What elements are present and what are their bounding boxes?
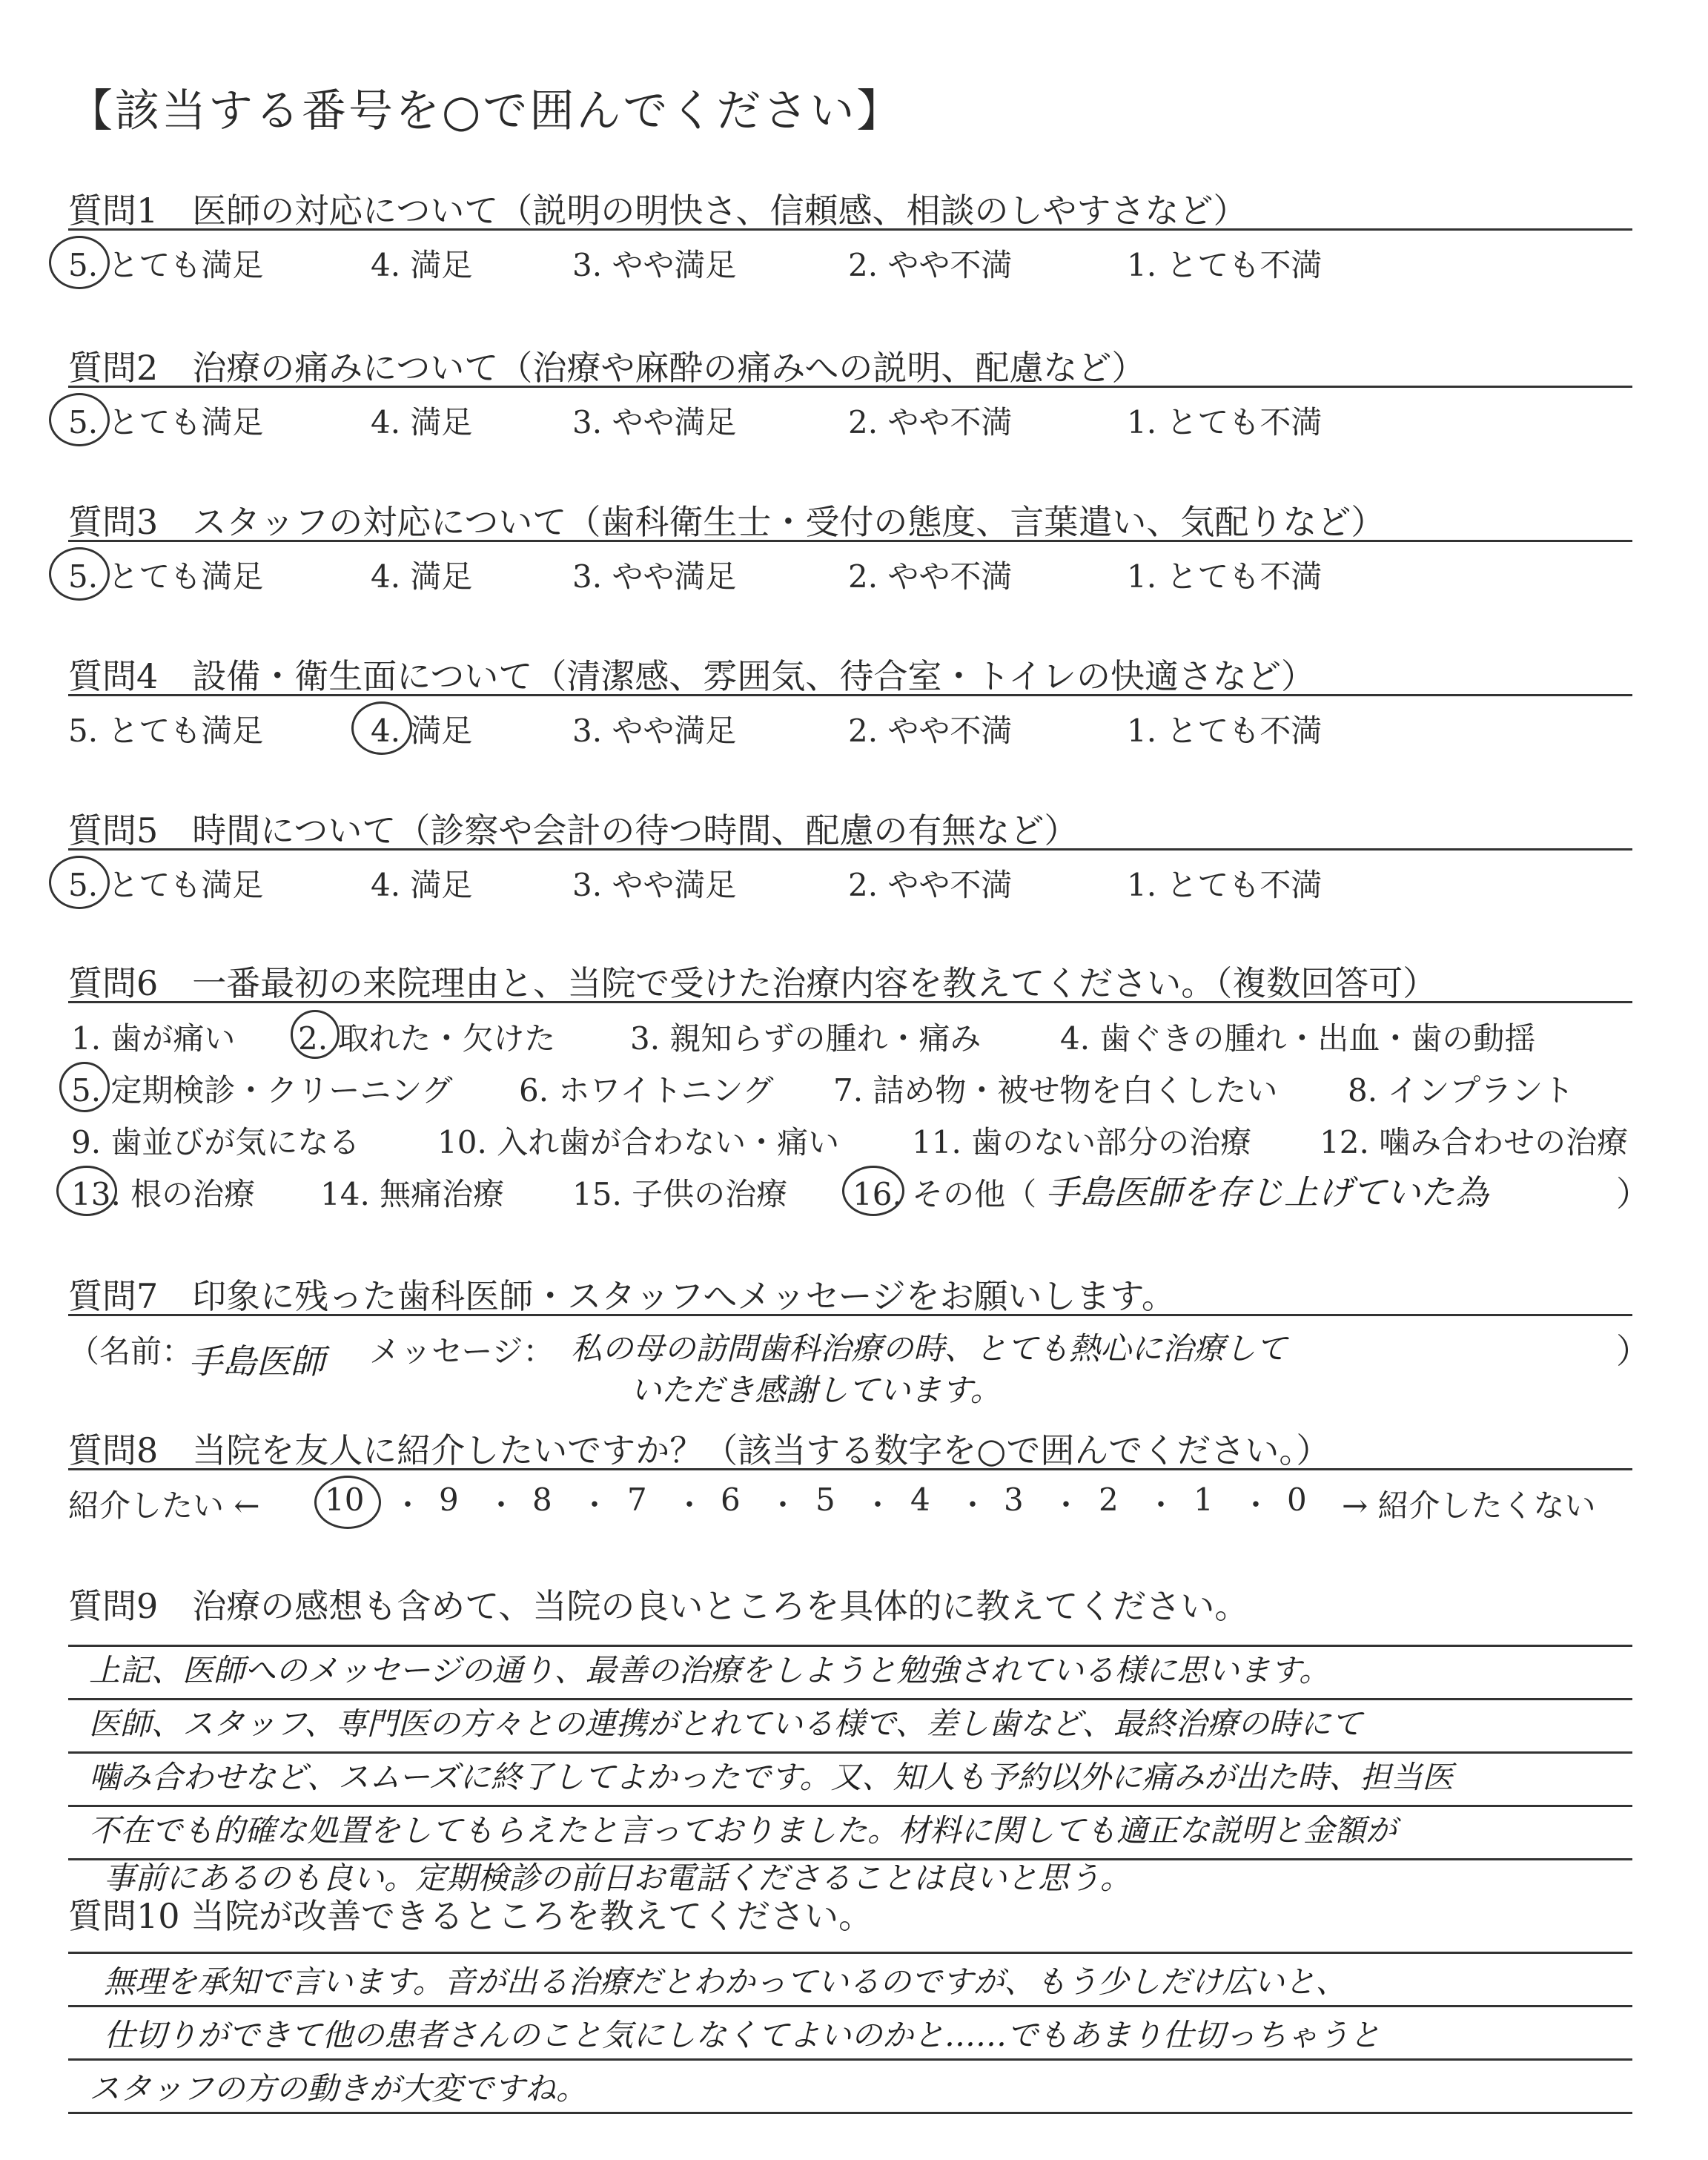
q1-option-2[interactable]: 2. やや不満 bbox=[848, 247, 1013, 283]
q6-option-9[interactable]: 9. 歯並びが気になる bbox=[71, 1124, 360, 1160]
q10-answer-line: 無理を承知で言います。音が出る治療だとわかっているのですが、もう少しだけ広いと、 bbox=[104, 1964, 1347, 2000]
q9-answer-line: 上記、医師へのメッセージの通り、最善の治療をしようと勉強されている様に思います。 bbox=[89, 1652, 1331, 1688]
q8-right-label: → 紹介したくない bbox=[1342, 1487, 1596, 1524]
q6-option-16[interactable]: 16. その他（ bbox=[853, 1176, 1037, 1212]
q7-message-line-2: いただき感謝しています。 bbox=[630, 1372, 1002, 1408]
separator: ・ bbox=[1146, 1488, 1176, 1522]
separator: ・ bbox=[768, 1488, 798, 1522]
q2-option-3[interactable]: 3. やや満足 bbox=[572, 404, 737, 440]
q6-other-handwritten: 手島医師を存じ上げていた為 bbox=[1045, 1172, 1489, 1212]
q7-name-handwritten: 手島医師 bbox=[188, 1341, 325, 1381]
q8-scale-4[interactable]: 4 bbox=[910, 1482, 930, 1518]
divider bbox=[68, 1001, 1632, 1003]
q8-scale-5[interactable]: 5 bbox=[815, 1482, 835, 1518]
divider bbox=[68, 228, 1632, 231]
q1-option-3[interactable]: 3. やや満足 bbox=[572, 247, 737, 283]
q10-answer-line: 仕切りができて他の患者さんのこと気にしなくてよいのかと……でもあまり仕切っちゃうと bbox=[104, 2017, 1381, 2053]
q3-option-5[interactable]: 5. とても満足 bbox=[68, 558, 264, 595]
q2-option-1[interactable]: 1. とても不満 bbox=[1127, 404, 1323, 440]
q8-scale-9[interactable]: 9 bbox=[439, 1482, 459, 1518]
q3-option-4[interactable]: 4. 満足 bbox=[371, 558, 473, 595]
page-title: 【該当する番号を○で囲んでください】 bbox=[68, 85, 904, 137]
divider bbox=[68, 2005, 1632, 2007]
q10-answer-line: スタッフの方の動きが大変ですね。 bbox=[89, 2070, 588, 2107]
separator: ・ bbox=[486, 1488, 516, 1522]
q5-option-4[interactable]: 4. 満足 bbox=[371, 867, 473, 903]
q5-option-1[interactable]: 1. とても不満 bbox=[1127, 867, 1323, 903]
q4-option-5[interactable]: 5. とても満足 bbox=[68, 713, 264, 749]
q1-option-5[interactable]: 5. とても満足 bbox=[68, 247, 264, 283]
selection-circle bbox=[49, 236, 110, 289]
q7-message-label: メッセージ： bbox=[369, 1333, 555, 1370]
q6-option-11[interactable]: 11. 歯のない部分の治療 bbox=[912, 1124, 1252, 1160]
question-2-title: 質問2 治療の痛みについて（治療や麻酔の痛みへの説明、配慮など） bbox=[68, 348, 1146, 388]
q5-option-5[interactable]: 5. とても満足 bbox=[68, 867, 264, 903]
selection-circle bbox=[49, 547, 110, 601]
q6-option-5[interactable]: 5. 定期検診・クリーニング bbox=[71, 1072, 453, 1109]
separator: ・ bbox=[393, 1488, 423, 1522]
q2-option-2[interactable]: 2. やや不満 bbox=[848, 404, 1013, 440]
q1-option-4[interactable]: 4. 満足 bbox=[371, 247, 473, 283]
q1-option-1[interactable]: 1. とても不満 bbox=[1127, 247, 1323, 283]
question-6-title: 質問6 一番最初の来院理由と、当院で受けた治療内容を教えてください。（複数回答可） bbox=[68, 963, 1437, 1003]
separator: ・ bbox=[1051, 1488, 1081, 1522]
q4-option-4[interactable]: 4. 満足 bbox=[371, 713, 473, 749]
q6-option-10[interactable]: 10. 入れ歯が合わない・痛い bbox=[437, 1124, 840, 1160]
divider bbox=[68, 1314, 1632, 1316]
separator: ・ bbox=[675, 1488, 704, 1522]
selection-circle bbox=[842, 1166, 904, 1216]
q6-other-close: ） bbox=[1616, 1174, 1650, 1214]
q8-scale-1[interactable]: 1 bbox=[1194, 1482, 1214, 1518]
q6-option-3[interactable]: 3. 親知らずの腫れ・痛み bbox=[630, 1020, 982, 1057]
q8-scale-10[interactable]: 10 bbox=[325, 1482, 365, 1518]
question-7-title: 質問7 印象に残った歯科医師・スタッフへメッセージをお願いします。 bbox=[68, 1276, 1176, 1316]
q8-scale-2[interactable]: 2 bbox=[1099, 1482, 1119, 1518]
q7-message-line-1: 私の母の訪問歯科治療の時、とても熱心に治療して bbox=[571, 1330, 1288, 1367]
q4-option-1[interactable]: 1. とても不満 bbox=[1127, 713, 1323, 749]
separator: ・ bbox=[958, 1488, 987, 1522]
q6-option-6[interactable]: 6. ホワイトニング bbox=[519, 1072, 774, 1109]
q8-scale-0[interactable]: 0 bbox=[1287, 1482, 1307, 1518]
selection-circle bbox=[49, 393, 110, 446]
q2-option-4[interactable]: 4. 満足 bbox=[371, 404, 473, 440]
q6-option-12[interactable]: 12. 噛み合わせの治療 bbox=[1320, 1124, 1629, 1160]
q3-option-3[interactable]: 3. やや満足 bbox=[572, 558, 737, 595]
q8-scale-3[interactable]: 3 bbox=[1004, 1482, 1024, 1518]
question-3-title: 質問3 スタッフの対応について（歯科衛生士・受付の態度、言葉遣い、気配りなど） bbox=[68, 502, 1386, 542]
question-5-title: 質問5 時間について（診察や会計の待つ時間、配慮の有無など） bbox=[68, 810, 1079, 851]
selection-circle bbox=[351, 701, 412, 755]
q9-answer-line: 噛み合わせなど、スムーズに終了してよかったです。又、知人も予約以外に痛みが出た時、担当医 bbox=[89, 1759, 1454, 1795]
divider bbox=[68, 386, 1632, 388]
question-4-title: 質問4 設備・衛生面について（清潔感、雰囲気、待合室・トイレの快適さなど） bbox=[68, 656, 1316, 696]
question-1-title: 質問1 医師の対応について（説明の明快さ、信頼感、相談のしやすさなど） bbox=[68, 191, 1248, 231]
question-8-title: 質問8 当院を友人に紹介したいですか？（該当する数字を○で囲んでください。） bbox=[68, 1430, 1331, 1470]
q6-option-7[interactable]: 7. 詰め物・被せ物を白くしたい bbox=[833, 1072, 1278, 1109]
separator: ・ bbox=[580, 1488, 609, 1522]
q5-option-3[interactable]: 3. やや満足 bbox=[572, 867, 737, 903]
q2-option-5[interactable]: 5. とても満足 bbox=[68, 404, 264, 440]
q4-option-2[interactable]: 2. やや不満 bbox=[848, 713, 1013, 749]
q6-option-13[interactable]: 13. 根の治療 bbox=[71, 1176, 256, 1212]
question-9-title: 質問9 治療の感想も含めて、当院の良いところを具体的に教えてください。 bbox=[68, 1586, 1249, 1626]
q9-answer-line: 不在でも的確な処置をしてもらえたと言っておりました。材料に関しても適正な説明と金額が bbox=[89, 1812, 1397, 1849]
selection-circle bbox=[59, 1062, 110, 1112]
q7-name-label: （名前： bbox=[68, 1333, 193, 1370]
q6-option-2[interactable]: 2. 取れた・欠けた bbox=[298, 1020, 556, 1057]
question-10-title: 質問10 当院が改善できるところを教えてください。 bbox=[68, 1896, 873, 1936]
q6-option-4[interactable]: 4. 歯ぐきの腫れ・出血・歯の動揺 bbox=[1060, 1020, 1536, 1057]
divider bbox=[68, 848, 1632, 851]
q4-option-3[interactable]: 3. やや満足 bbox=[572, 713, 737, 749]
q5-option-2[interactable]: 2. やや不満 bbox=[848, 867, 1013, 903]
selection-circle bbox=[56, 1166, 117, 1216]
q3-option-2[interactable]: 2. やや不満 bbox=[848, 558, 1013, 595]
separator: ・ bbox=[1241, 1488, 1271, 1522]
q6-option-8[interactable]: 8. インプラント bbox=[1348, 1072, 1575, 1109]
q9-answer-line: 医師、スタッフ、専門医の方々との連携がとれている様で、差し歯など、最終治療の時にて bbox=[89, 1705, 1363, 1742]
separator: ・ bbox=[863, 1488, 893, 1522]
q9-answer-line: 事前にあるのも良い。定期検診の前日お電話くださることは良いと思う。 bbox=[104, 1860, 1132, 1896]
divider bbox=[68, 2058, 1632, 2061]
q8-scale-7[interactable]: 7 bbox=[627, 1482, 647, 1518]
q8-scale-6[interactable]: 6 bbox=[721, 1482, 741, 1518]
q8-left-label: 紹介したい ← bbox=[68, 1487, 260, 1524]
divider bbox=[68, 1952, 1632, 1954]
selection-circle bbox=[49, 856, 110, 909]
q6-option-14[interactable]: 14. 無痛治療 bbox=[320, 1176, 505, 1212]
divider bbox=[68, 2112, 1632, 2114]
q3-option-1[interactable]: 1. とても不満 bbox=[1127, 558, 1323, 595]
q6-option-15[interactable]: 15. 子供の治療 bbox=[572, 1176, 788, 1212]
q8-scale-8[interactable]: 8 bbox=[532, 1482, 552, 1518]
divider bbox=[68, 694, 1632, 696]
divider bbox=[68, 1468, 1632, 1470]
q7-message-close: ） bbox=[1616, 1331, 1650, 1371]
divider bbox=[68, 540, 1632, 542]
q6-option-1[interactable]: 1. 歯が痛い bbox=[71, 1020, 236, 1057]
selection-circle bbox=[291, 1010, 340, 1059]
selection-circle bbox=[314, 1476, 381, 1529]
